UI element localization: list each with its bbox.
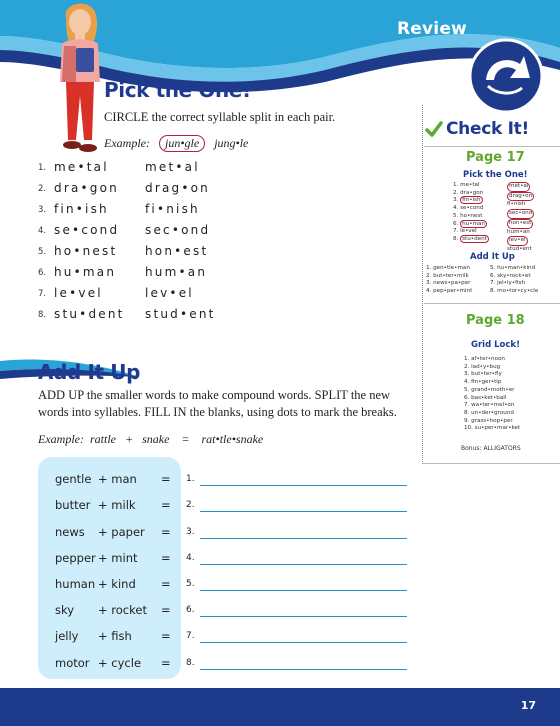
word-two: + kind — [98, 577, 136, 591]
pair-row — [38, 265, 288, 285]
answer-item: fi•nish — [507, 201, 526, 208]
answer-item: 4. se•cond — [453, 205, 484, 212]
pair-option-b[interactable]: met•al — [145, 160, 200, 174]
word-one: gentle — [55, 472, 92, 486]
add-answer-key-col-a: 1. gen•tle•man 2. but•ter•milk 3. news•pa•per 4. pep•per•mint — [426, 265, 473, 295]
answer-number: 7. — [186, 631, 195, 641]
pair-option-b[interactable]: hon•est — [145, 244, 209, 258]
equals-sign: = — [161, 656, 171, 670]
answer-item: 7. le•vel — [453, 228, 477, 235]
page-number: 17 — [520, 699, 536, 712]
word-one: butter — [55, 498, 91, 512]
answer-blank[interactable] — [200, 669, 407, 670]
equals-sign: = — [161, 629, 171, 643]
compound-row — [55, 498, 415, 520]
compound-row — [55, 577, 415, 599]
answer-item: 5. ho•nest — [453, 212, 483, 219]
pick-answer-key-col-b — [507, 182, 534, 254]
answer-item: hon•est — [507, 219, 533, 229]
pair-number: 2. — [38, 184, 47, 194]
pick-answers-title: Pick the One! — [463, 170, 528, 180]
word-two: + milk — [98, 498, 136, 512]
pair-option-b[interactable]: drag•on — [145, 181, 210, 195]
word-two: + mint — [98, 551, 138, 565]
answer-number: 2. — [186, 500, 195, 510]
pair-option-b[interactable]: stud•ent — [145, 307, 216, 321]
pair-number: 8. — [38, 310, 47, 320]
pair-option-b[interactable]: lev•el — [145, 286, 194, 300]
section-label: Review — [397, 19, 467, 39]
addup-instruction: ADD UP the smaller words to make compound words. SPLIT the new words into syllables. FILL IN the blanks, using dots to mark the breaks. — [38, 388, 397, 419]
pair-row — [38, 286, 288, 306]
compound-row — [55, 656, 415, 678]
compound-row — [55, 525, 415, 547]
answer-item: hum•an — [507, 228, 530, 235]
word-one: sky — [55, 603, 75, 617]
checkmark-icon — [425, 121, 443, 139]
pair-number: 1. — [38, 163, 47, 173]
page-18-heading: Page 18 — [466, 313, 525, 328]
pair-option-b[interactable]: sec•ond — [145, 223, 211, 237]
pair-option-a[interactable]: dra•gon — [54, 181, 119, 195]
answer-number: 8. — [186, 658, 195, 668]
grid-lock-answers: 1. af•ter•noon 2. lad•y•bug 3. but•ter•fly 4. fin•ger•tip 5. grand•moth•er 6. bas•ket•ball 7. wa•ter•mel•on 8. un•der•ground 9. grass•hop•per 10. su•per•mar•ket — [464, 356, 521, 432]
pair-row — [38, 202, 288, 222]
pair-option-a[interactable]: stu•dent — [54, 307, 125, 321]
pick-example — [104, 135, 248, 152]
pair-number: 4. — [38, 226, 47, 236]
equals-sign: = — [161, 498, 171, 512]
pair-row — [38, 160, 288, 180]
pick-the-one-title: Pick the One! — [104, 78, 251, 102]
word-one: motor — [55, 656, 90, 670]
example-other-choice: jung•le — [214, 136, 249, 150]
word-one: pepper — [55, 551, 96, 565]
equals-sign: = — [161, 525, 171, 539]
add-answers-title: Add It Up — [470, 252, 515, 262]
answer-blank[interactable] — [200, 590, 407, 591]
answer-item: sec•ond — [507, 209, 534, 219]
word-two: + rocket — [98, 603, 147, 617]
compound-row — [55, 551, 415, 573]
pair-row — [38, 223, 288, 243]
answer-item: 6. hu•man — [453, 220, 485, 227]
word-one: jelly — [55, 629, 79, 643]
pair-row — [38, 244, 288, 264]
answer-number: 1. — [186, 474, 195, 484]
pick-instruction: CIRCLE the correct syllable split in each pair. — [104, 110, 336, 124]
answer-blank[interactable] — [200, 564, 407, 565]
footer-bar — [0, 688, 560, 726]
page-17-heading: Page 17 — [466, 150, 525, 165]
answer-item: stud•ent — [507, 245, 532, 252]
pair-option-b[interactable]: fi•nish — [145, 202, 200, 216]
compound-row — [55, 603, 415, 625]
answer-item: 3. fin•ish — [453, 197, 481, 204]
panel-divider — [424, 146, 560, 147]
pair-option-a[interactable]: ho•nest — [54, 244, 118, 258]
answer-blank[interactable] — [200, 642, 407, 643]
pair-option-a[interactable]: hu•man — [54, 265, 117, 279]
review-arrow-icon — [462, 38, 550, 112]
answer-blank[interactable] — [200, 485, 407, 486]
example-label: Example: — [104, 136, 150, 150]
compound-row — [55, 629, 415, 651]
pair-number: 6. — [38, 268, 47, 278]
grid-lock-title: Grid Lock! — [471, 340, 520, 350]
word-one: news — [55, 525, 85, 539]
pair-option-a[interactable]: le•vel — [54, 286, 103, 300]
answer-item: 2. dra•gon — [453, 189, 484, 196]
pick-answer-key-col-a — [453, 182, 489, 244]
check-it-title: Check It! — [446, 119, 529, 139]
pair-option-a[interactable]: se•cond — [54, 223, 120, 237]
compound-row — [55, 472, 415, 494]
pair-option-b[interactable]: hum•an — [145, 265, 208, 279]
answer-number: 6. — [186, 605, 195, 615]
panel-divider — [424, 303, 560, 304]
equals-sign: = — [161, 577, 171, 591]
pair-option-a[interactable]: me•tal — [54, 160, 109, 174]
addup-example: Example: rattle + snake = rat•tle•snake — [38, 432, 264, 446]
pair-number: 7. — [38, 289, 47, 299]
pair-number: 3. — [38, 205, 47, 215]
answer-blank[interactable] — [200, 616, 407, 617]
pair-option-a[interactable]: fin•ish — [54, 202, 109, 216]
word-one: human — [55, 577, 96, 591]
answer-number: 3. — [186, 527, 195, 537]
word-two: + man — [98, 472, 137, 486]
add-it-up-title: Add It Up — [38, 360, 140, 384]
answer-blank[interactable] — [200, 538, 407, 539]
pair-row — [38, 181, 288, 201]
equals-sign: = — [161, 551, 171, 565]
answer-number: 5. — [186, 579, 195, 589]
word-two: + cycle — [98, 656, 142, 670]
add-answer-key-col-b: 5. hu•man•kind 6. sky•rock•et 7. jel•ly•fish 8. mo•tor•cy•cle — [490, 265, 539, 295]
answer-item: drag•on — [507, 192, 534, 202]
word-two: + paper — [98, 525, 145, 539]
answer-item: 8. stu•dent — [453, 235, 487, 242]
answer-blank[interactable] — [200, 511, 407, 512]
word-two: + fish — [98, 629, 132, 643]
pair-number: 5. — [38, 247, 47, 257]
answer-item: met•al — [507, 182, 530, 192]
equals-sign: = — [161, 472, 171, 486]
pair-row — [38, 307, 288, 327]
equals-sign: = — [161, 603, 171, 617]
example-circled-answer: jun•gle — [159, 135, 205, 152]
bonus-answer: Bonus: ALLIGATORS — [461, 445, 521, 452]
answer-item: lev•el — [507, 236, 528, 246]
answer-number: 4. — [186, 553, 195, 563]
answer-item: 1. me•tal — [453, 182, 480, 188]
